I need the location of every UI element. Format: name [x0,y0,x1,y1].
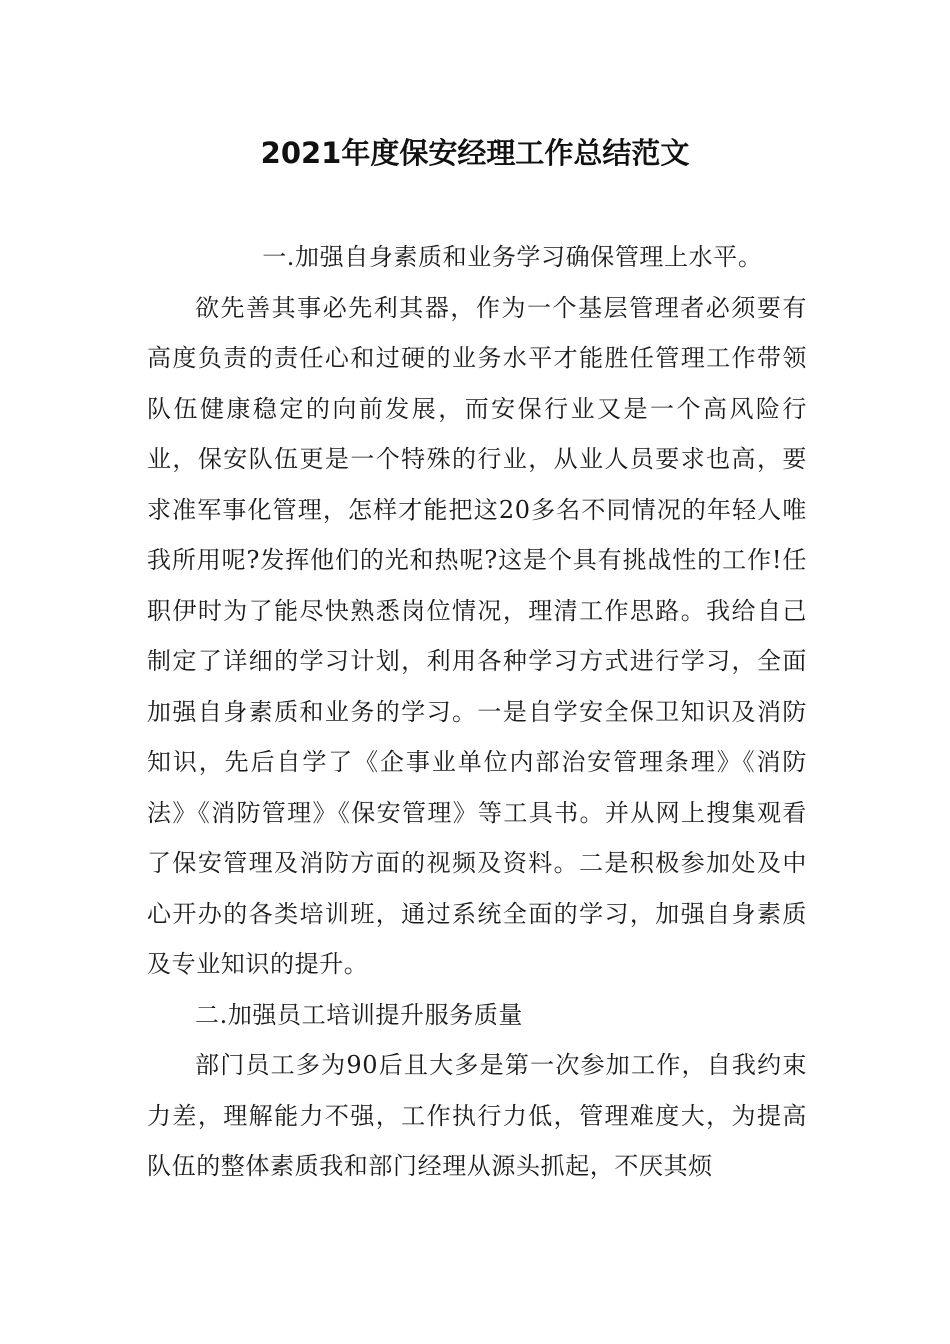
section-heading-1: 一.加强自身素质和业务学习确保管理上水平。 [262,243,763,271]
body-paragraph-2: 部门员工多为90后且大多是第一次参加工作，自我约束力差，理解能力不强，工作执行力低，管理难度大，为提高队伍的整体素质我和部门经理从源头抓起，不厌其烦 [147,1051,807,1180]
document-title: 2021年度保安经理工作总结范文 [260,136,690,170]
body-paragraph-1: 欲先善其事必先利其器，作为一个基层管理者必须要有高度负责的责任心和过硬的业务水平才能胜任管理工作带领队伍健康稳定的向前发展，而安保行业又是一个高风险行业，保安队伍更是一个特殊的行业，从业人员要求也高，要求准军事化管理，怎样才能把这20多名不同情况的年轻人唯我所用呢?发挥他们的光和热呢?这是个具有挑战性的工作!任职伊时为了能尽快熟悉岗位情况，理清工作思路。我给自己制定了详细的学习计划，利用各种学习方式进行学习，全面加强自身素质和业务的学习。一是自学安全保卫知识及消防知识，先后自学了《企事业单位内部治安管理条理》《消防法》《消防管理》《保安管理》等工具书。并从网上搜集观看了保安管理及消防方面的视频及资料。二是积极参加处及中心开办的各类培训班，通过系统全面的学习，加强自身素质及专业知识的提升。 [147,293,807,978]
section-heading-2: 二.加强员工培训提升服务质量 [195,1000,524,1029]
document-body [147,232,807,1192]
